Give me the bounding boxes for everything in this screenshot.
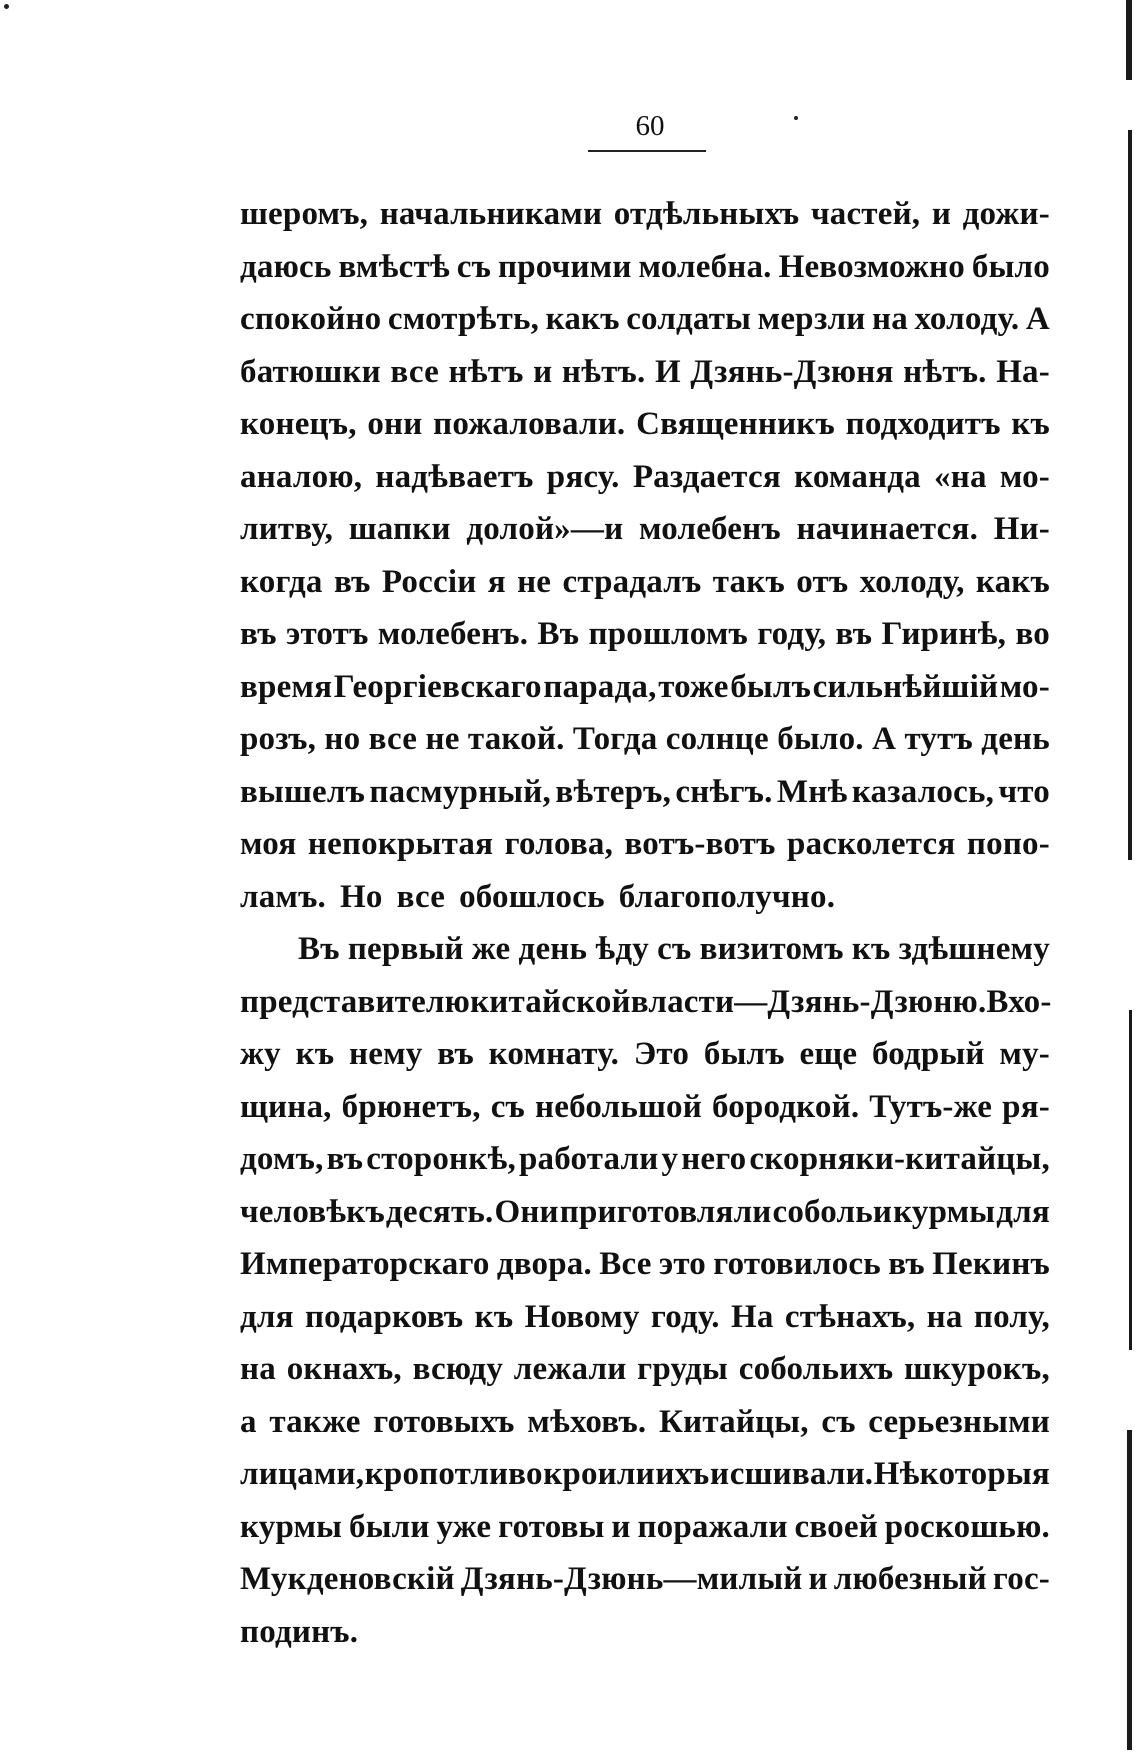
word: благополучно. bbox=[618, 878, 836, 915]
word: такъ bbox=[712, 563, 785, 600]
text-line bbox=[240, 1396, 1050, 1449]
word: и bbox=[533, 353, 553, 390]
page-number bbox=[590, 110, 710, 143]
word: груды bbox=[637, 1351, 728, 1387]
word: же bbox=[471, 931, 511, 967]
word: Тутъ-же bbox=[869, 1088, 993, 1125]
word: власти—Дзянь-Дзюню. bbox=[630, 983, 987, 1020]
word: моя bbox=[240, 826, 297, 862]
word: это bbox=[658, 1246, 706, 1282]
word: кропотливо bbox=[364, 1456, 543, 1492]
word: для bbox=[240, 1298, 294, 1335]
word: мерзли bbox=[757, 301, 866, 337]
word: былъ bbox=[730, 668, 812, 705]
word: во bbox=[1015, 616, 1050, 652]
word: отъ bbox=[796, 563, 849, 600]
text-line bbox=[240, 818, 1050, 871]
text-line bbox=[240, 1186, 1050, 1239]
word: солнце bbox=[665, 721, 769, 757]
word: десять. bbox=[385, 1193, 494, 1230]
word: въ bbox=[333, 563, 371, 600]
word: собольихъ bbox=[738, 1351, 894, 1387]
word: аналою, bbox=[240, 458, 363, 495]
text-line bbox=[240, 1028, 1050, 1081]
word: здѣшнему bbox=[898, 931, 1050, 967]
word: они bbox=[367, 406, 423, 442]
word: курмы bbox=[240, 1508, 343, 1545]
word: окнахъ, bbox=[286, 1351, 402, 1387]
text-line bbox=[240, 871, 1050, 924]
word: кроили bbox=[543, 1456, 655, 1492]
word: Нѣкоторыя bbox=[873, 1456, 1050, 1492]
word: Дзянь-Дзюня bbox=[690, 353, 894, 390]
word: непокрытая bbox=[307, 826, 494, 862]
word: и bbox=[931, 196, 952, 232]
word: щина, bbox=[240, 1088, 332, 1125]
word: Въ bbox=[298, 931, 340, 967]
word: Китайцы, bbox=[659, 1403, 809, 1440]
word: день bbox=[518, 931, 588, 967]
word: Раздается bbox=[632, 458, 781, 495]
word: а bbox=[240, 1403, 257, 1440]
word: не bbox=[517, 563, 552, 600]
word: парада, bbox=[543, 668, 657, 705]
text-line bbox=[240, 398, 1050, 451]
word: Новому bbox=[524, 1298, 640, 1335]
word: двора. bbox=[496, 1246, 592, 1282]
word: мо- bbox=[999, 668, 1050, 705]
word: Императорскаго bbox=[240, 1246, 490, 1282]
word: комнату. bbox=[488, 1036, 620, 1072]
word: надѣваетъ bbox=[375, 458, 534, 495]
word: также bbox=[269, 1403, 361, 1440]
word: частей, bbox=[810, 196, 921, 232]
word: стѣнахъ, bbox=[784, 1298, 916, 1335]
word: бородкой. bbox=[711, 1088, 860, 1125]
word: молебенъ bbox=[638, 511, 781, 547]
word: него bbox=[681, 1141, 747, 1177]
word: Мукденовскій bbox=[240, 1561, 455, 1597]
word: Невозможно bbox=[778, 248, 965, 285]
word: Все bbox=[599, 1246, 652, 1282]
word: курмы bbox=[893, 1193, 996, 1230]
word: какъ bbox=[545, 301, 620, 337]
text-line bbox=[240, 923, 1050, 976]
word: лежали bbox=[513, 1351, 627, 1387]
text-line bbox=[240, 503, 1050, 556]
word: ря- bbox=[1002, 1088, 1050, 1125]
text-line bbox=[240, 608, 1050, 661]
word: отдѣльныхъ bbox=[613, 196, 800, 232]
word: А bbox=[872, 721, 897, 757]
word: сильнѣйшій bbox=[812, 668, 999, 705]
word: прочими bbox=[498, 248, 632, 285]
word: тутъ bbox=[904, 721, 973, 757]
word: голова, bbox=[504, 826, 614, 862]
word: шапки bbox=[348, 511, 451, 547]
word: Это bbox=[633, 1036, 690, 1072]
page-edge-rule bbox=[1127, 1430, 1132, 1750]
text-line bbox=[240, 766, 1050, 819]
word: солдаты bbox=[626, 301, 752, 337]
word: первый bbox=[347, 931, 464, 967]
word: нему bbox=[349, 1036, 423, 1072]
word: человѣкъ bbox=[240, 1193, 385, 1230]
word: даюсь bbox=[240, 248, 332, 285]
word: рясу. bbox=[546, 458, 620, 495]
word: на bbox=[926, 1298, 963, 1335]
word: нѣтъ bbox=[448, 353, 524, 390]
word: конецъ, bbox=[240, 406, 357, 442]
word: было bbox=[971, 248, 1050, 285]
word: не bbox=[425, 721, 460, 757]
text-line bbox=[240, 1553, 1050, 1606]
word: скорняки-китайцы, bbox=[749, 1141, 1050, 1177]
word: Священникъ bbox=[636, 406, 835, 442]
word: своей bbox=[794, 1508, 878, 1545]
word: А bbox=[1025, 301, 1050, 337]
text-line bbox=[240, 293, 1050, 346]
word: начинается. bbox=[796, 511, 979, 547]
word: гос- bbox=[992, 1561, 1050, 1597]
word: Они bbox=[494, 1193, 559, 1230]
word: приготовляли bbox=[559, 1193, 772, 1230]
word: къ bbox=[1011, 406, 1050, 442]
word: снѣгъ. bbox=[675, 773, 773, 810]
word: съ bbox=[657, 931, 692, 967]
text-line bbox=[240, 451, 1050, 504]
text-line bbox=[240, 241, 1050, 294]
word: время bbox=[240, 668, 333, 705]
word: Тогда bbox=[572, 721, 658, 757]
word: серьезными bbox=[868, 1403, 1050, 1440]
word: На- bbox=[996, 353, 1050, 390]
page-edge-rule bbox=[1126, 0, 1132, 80]
word: холоду, bbox=[859, 563, 965, 600]
word: въ bbox=[835, 616, 873, 652]
word: му- bbox=[999, 1036, 1050, 1072]
word: сшивали. bbox=[729, 1456, 874, 1492]
word: готовы bbox=[498, 1508, 605, 1545]
word: небольшой bbox=[535, 1088, 702, 1125]
word: Въ bbox=[537, 616, 580, 652]
word: бодрый bbox=[872, 1036, 985, 1072]
word: и bbox=[808, 1561, 828, 1597]
word: Россіи bbox=[381, 563, 477, 600]
word: уже bbox=[436, 1508, 492, 1545]
word: батюшки bbox=[240, 353, 381, 390]
text-line bbox=[240, 1081, 1050, 1134]
word: на bbox=[872, 301, 908, 337]
word: что bbox=[998, 773, 1050, 810]
word: тоже bbox=[658, 668, 729, 705]
word: холоду. bbox=[914, 301, 1020, 337]
text-line bbox=[240, 1238, 1050, 1291]
text-line bbox=[240, 713, 1050, 766]
text-line bbox=[240, 976, 1050, 1029]
word: году. bbox=[650, 1298, 720, 1335]
word: мѣховъ. bbox=[527, 1403, 647, 1440]
text-line bbox=[240, 556, 1050, 609]
word: было. bbox=[777, 721, 864, 757]
word: пасмурный, bbox=[369, 773, 551, 810]
word: команда bbox=[794, 458, 921, 495]
word: жу bbox=[240, 1036, 281, 1072]
word: Гиринѣ, bbox=[881, 616, 1007, 652]
text-line bbox=[240, 188, 1050, 241]
word: дожи- bbox=[962, 196, 1050, 232]
word: подарковъ bbox=[304, 1298, 464, 1335]
word: прошломъ bbox=[588, 616, 748, 652]
word: литву, bbox=[240, 511, 334, 547]
word: ихъ bbox=[655, 1456, 710, 1492]
word: все bbox=[396, 878, 446, 915]
word: мо- bbox=[999, 458, 1050, 495]
word: пожаловали. bbox=[433, 406, 626, 442]
word: вышелъ bbox=[240, 773, 366, 810]
word: всюду bbox=[412, 1351, 504, 1387]
word: поражали bbox=[637, 1508, 788, 1545]
word: Ни- bbox=[993, 511, 1050, 547]
word: И bbox=[654, 353, 681, 390]
word: Вхо- bbox=[986, 983, 1052, 1020]
word: домъ, bbox=[240, 1141, 324, 1177]
word: брюнетъ, bbox=[341, 1088, 481, 1125]
word: подинъ. bbox=[240, 1613, 359, 1650]
word: нѣтъ. bbox=[903, 353, 987, 390]
word: роскошью. bbox=[884, 1508, 1050, 1545]
word: такой. bbox=[467, 721, 565, 757]
word: этотъ bbox=[285, 616, 369, 652]
text-line bbox=[240, 1606, 1050, 1659]
text-line bbox=[240, 1291, 1050, 1344]
word: китайской bbox=[470, 983, 631, 1020]
page-edge-rule bbox=[1129, 1010, 1132, 1350]
word: спокойно bbox=[240, 301, 382, 337]
word: когда bbox=[240, 563, 323, 600]
word: Но bbox=[339, 878, 383, 915]
word: къ bbox=[295, 1036, 335, 1072]
body-text bbox=[240, 188, 1050, 1658]
text-line bbox=[240, 346, 1050, 399]
word: розъ, bbox=[240, 721, 317, 757]
word: въ bbox=[326, 1141, 364, 1177]
scan-speck bbox=[4, 4, 9, 9]
word: къ bbox=[851, 931, 891, 967]
word: въ bbox=[888, 1246, 925, 1282]
word: съ bbox=[490, 1088, 525, 1125]
word: въ bbox=[240, 616, 277, 652]
word: и bbox=[611, 1508, 631, 1545]
word: подходитъ bbox=[845, 406, 1001, 442]
word: былъ bbox=[703, 1036, 785, 1072]
word: вмѣстѣ bbox=[338, 248, 450, 285]
word: съ bbox=[456, 248, 492, 285]
word: все bbox=[390, 353, 439, 390]
word: страдалъ bbox=[562, 563, 702, 600]
word: На bbox=[731, 1298, 774, 1335]
text-line bbox=[240, 1343, 1050, 1396]
word: обошлось bbox=[459, 878, 605, 915]
word: къ bbox=[474, 1298, 514, 1335]
word: у bbox=[661, 1141, 679, 1177]
word: полу, bbox=[973, 1298, 1050, 1335]
word: расколется bbox=[787, 826, 956, 862]
word: Георгіевскаго bbox=[333, 668, 542, 705]
word: молебенъ. bbox=[377, 616, 529, 652]
scan-speck bbox=[794, 116, 798, 120]
word: для bbox=[996, 1193, 1050, 1230]
word: шкурокъ, bbox=[904, 1351, 1050, 1387]
word: я bbox=[487, 563, 506, 600]
word: Мнѣ bbox=[776, 773, 848, 810]
word: Пекинъ bbox=[932, 1246, 1050, 1282]
word: и bbox=[710, 1456, 730, 1492]
word: сторонкѣ, bbox=[366, 1141, 516, 1177]
word: представителю bbox=[240, 983, 471, 1020]
word: смотрѣть, bbox=[387, 301, 540, 337]
word: казалось, bbox=[851, 773, 995, 810]
word: шеромъ, bbox=[240, 196, 369, 232]
word: работали bbox=[518, 1141, 659, 1177]
text-line bbox=[240, 1501, 1050, 1554]
word: все bbox=[368, 721, 418, 757]
page-number-text: 60 bbox=[635, 110, 665, 142]
word: съ bbox=[821, 1403, 856, 1440]
word: еще bbox=[799, 1036, 858, 1072]
word: любезный bbox=[833, 1561, 987, 1597]
word: собольи bbox=[772, 1193, 893, 1230]
word: на bbox=[240, 1351, 276, 1387]
word: начальниками bbox=[379, 196, 603, 232]
word: ламъ. bbox=[240, 878, 326, 915]
word: попо- bbox=[966, 826, 1050, 862]
word: визитомъ bbox=[699, 931, 844, 967]
word: долой»—и bbox=[466, 511, 624, 547]
word: ѣду bbox=[595, 931, 649, 967]
word: день bbox=[981, 721, 1050, 757]
text-line bbox=[240, 1133, 1050, 1186]
word: готовилось bbox=[713, 1246, 881, 1282]
word: но bbox=[324, 721, 361, 757]
text-line bbox=[240, 1448, 1050, 1501]
word: молебна. bbox=[638, 248, 772, 285]
word: вѣтеръ, bbox=[555, 773, 672, 810]
word: Дзянь-Дзюнь—милый bbox=[460, 1561, 803, 1597]
word: лицами, bbox=[240, 1456, 365, 1492]
text-line bbox=[240, 661, 1050, 714]
page-edge-rule bbox=[1128, 130, 1132, 860]
word: въ bbox=[437, 1036, 474, 1072]
word: готовыхъ bbox=[373, 1403, 515, 1440]
word: вотъ-вотъ bbox=[624, 826, 776, 862]
word: какъ bbox=[975, 563, 1050, 600]
page-number-rule bbox=[588, 150, 706, 152]
word: «на bbox=[934, 458, 987, 495]
word: году, bbox=[757, 616, 827, 652]
word: нѣтъ. bbox=[561, 353, 646, 390]
word: были bbox=[349, 1508, 430, 1545]
